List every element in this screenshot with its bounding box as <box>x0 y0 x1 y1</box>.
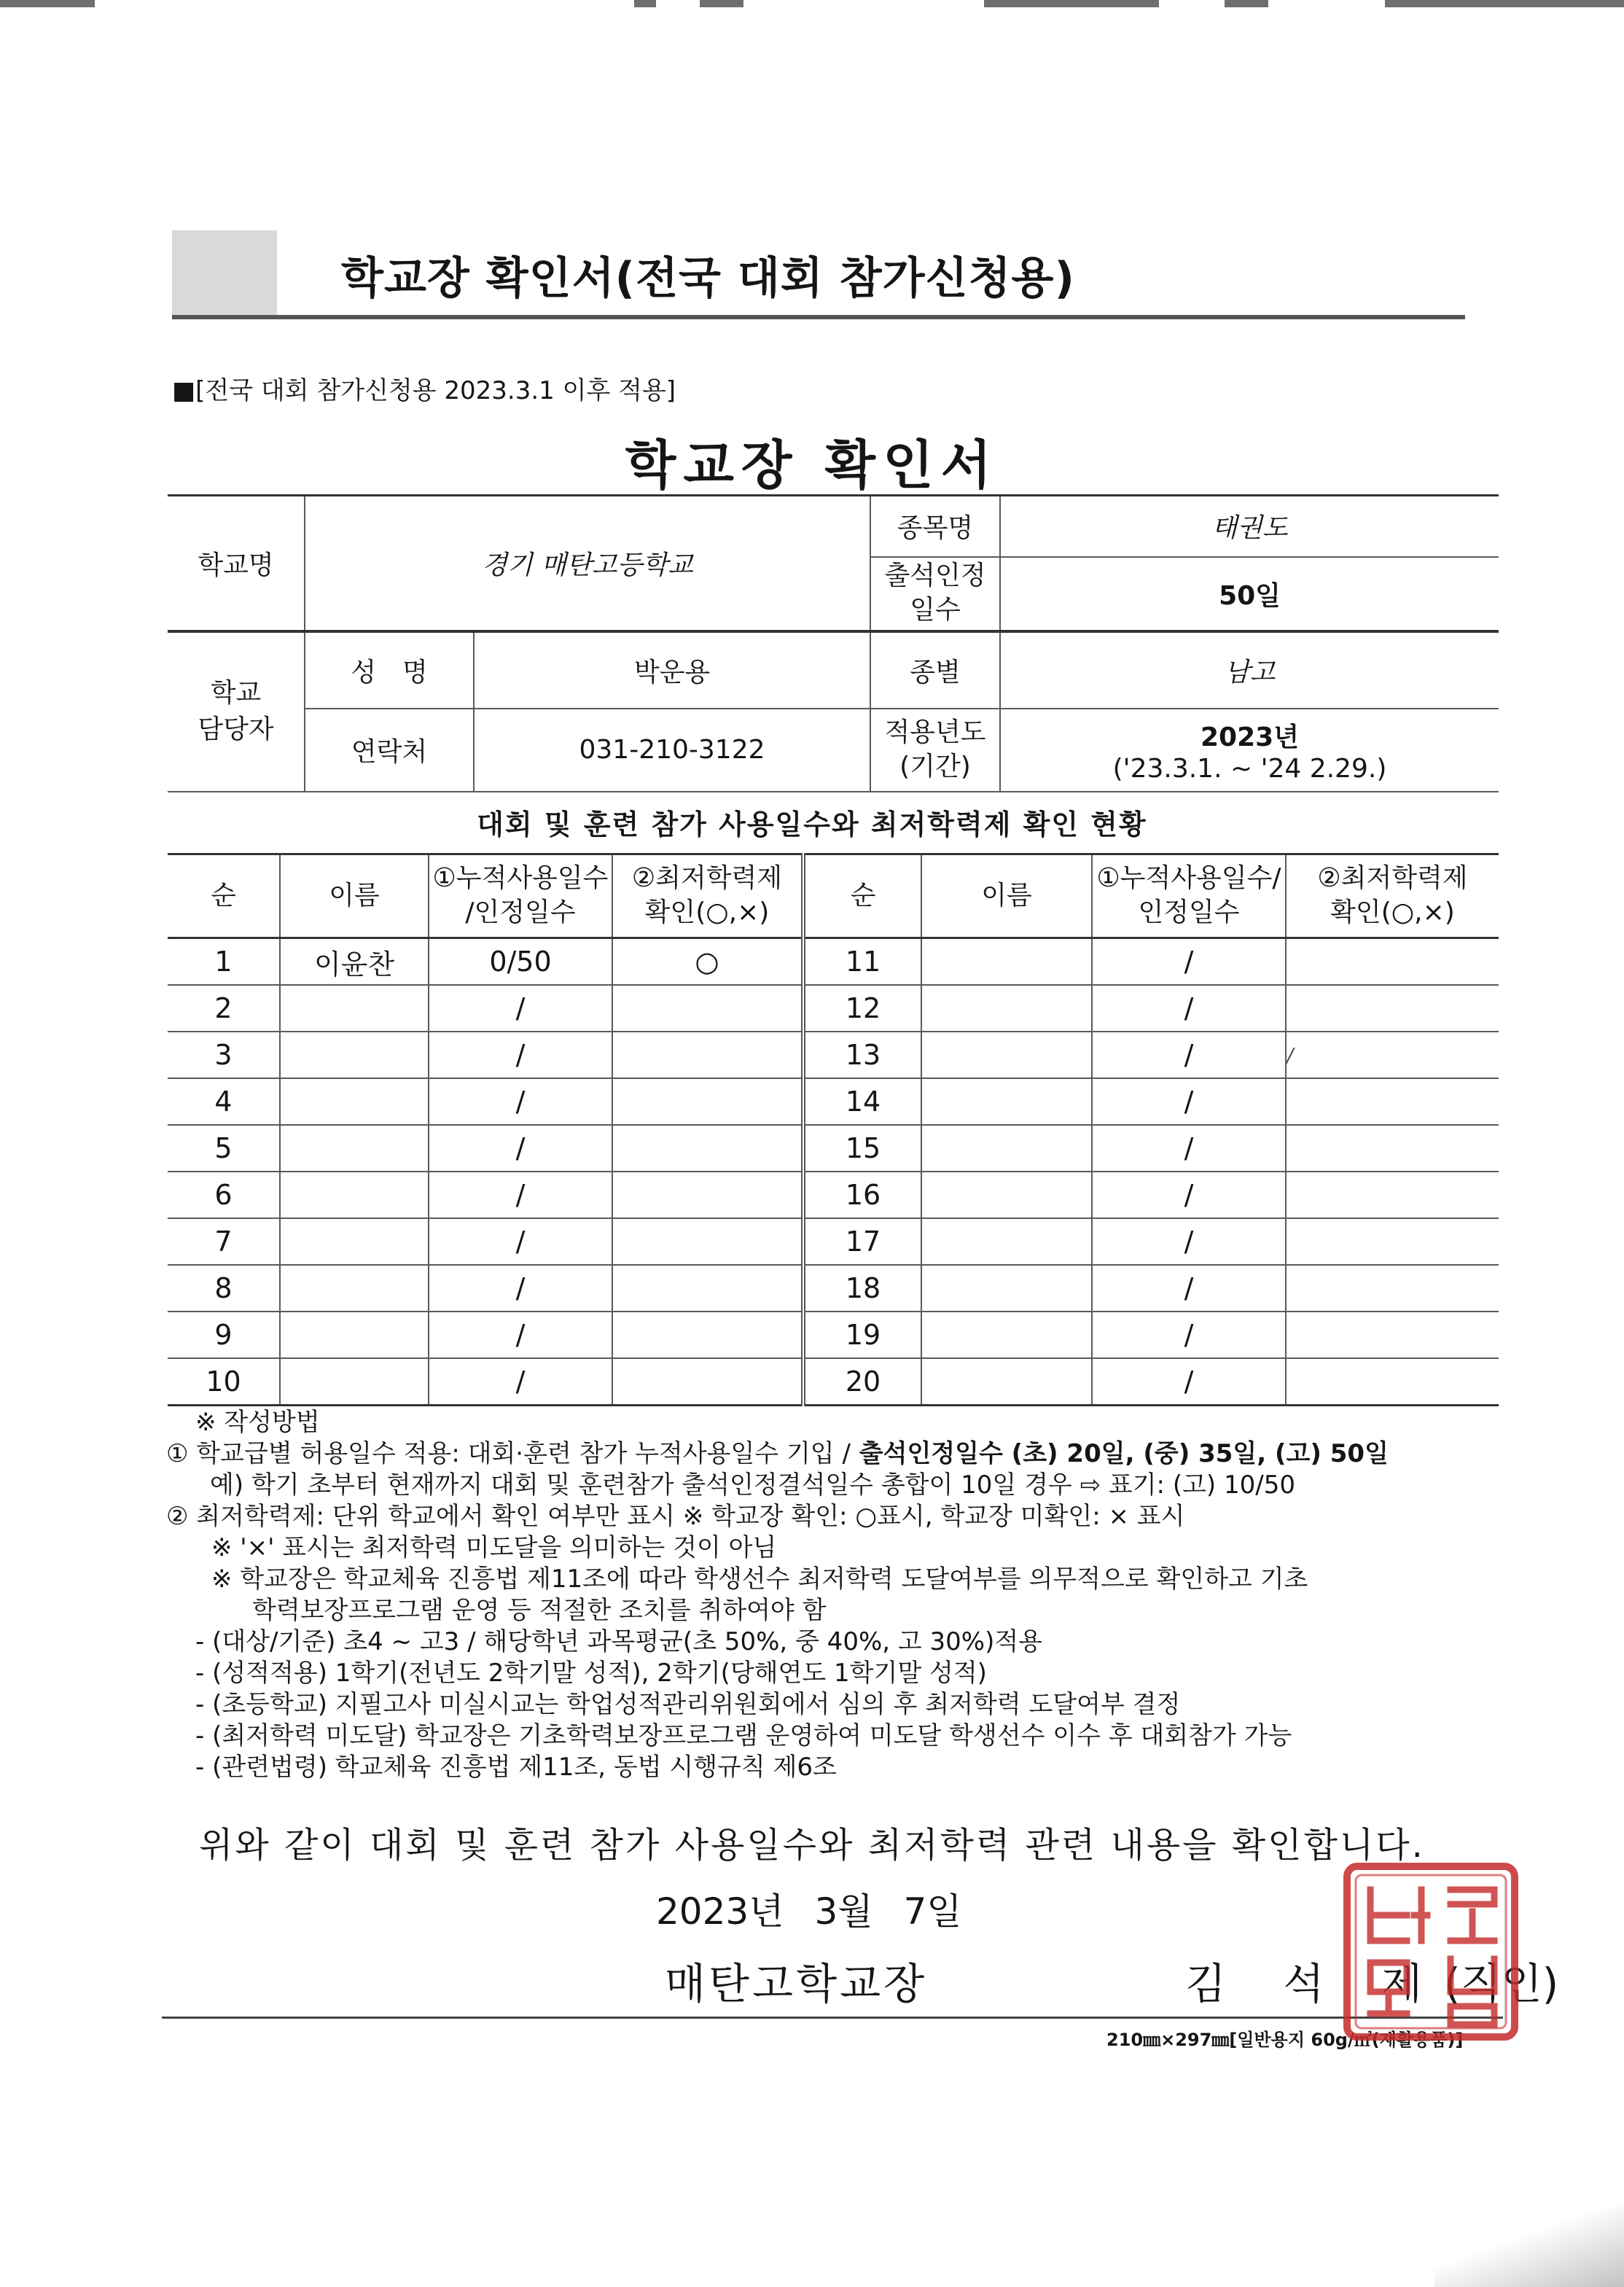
instruction-1-example: 예) 학기 초부터 현재까지 대회 및 훈련참가 출석인정결석일수 총합이 10일 경우 ⇨ 표기: (고) 10/50 <box>210 1470 1295 1500</box>
row-number: 7 <box>168 1218 280 1265</box>
row-number: 4 <box>168 1078 280 1125</box>
signature-school: 매탄고학교장 <box>665 1959 928 2009</box>
row-number: 5 <box>168 1125 280 1172</box>
days-used: / <box>1092 1358 1286 1406</box>
row-number: 1 <box>168 938 280 986</box>
instruction-1-bold: 출석인정일수 (초) 20일, (중) 35일, (고) 50일 <box>850 1439 1389 1468</box>
apply-year-period: ('23.3.1. ~ '24 2.29.) <box>1112 753 1387 784</box>
days-used: / <box>429 1218 612 1265</box>
row-number: 2 <box>168 985 280 1032</box>
apply-year-label: 적용년도 (기간) <box>870 709 1000 792</box>
min-grade-check <box>1286 1312 1499 1358</box>
athlete-name <box>921 938 1092 986</box>
confirmation-statement: 위와 같이 대회 및 훈련 참가 사용일수와 최저학력 관련 내용을 확인합니다. <box>199 1825 1425 1866</box>
category-value: 남고 <box>1000 631 1499 709</box>
document-title: 학교장 확인서 <box>625 435 999 496</box>
athlete-name <box>921 1032 1092 1078</box>
signature-date: 2023년 3월 7일 <box>656 1890 962 1933</box>
min-grade-check <box>1286 1265 1499 1312</box>
athlete-name <box>280 1032 429 1078</box>
athlete-name <box>280 1125 429 1172</box>
header-check: ②최저학력제 확인(○,×) <box>612 854 803 938</box>
athlete-name <box>280 1312 429 1358</box>
days-used: / <box>1092 938 1286 986</box>
school-name-label: 학교명 <box>168 496 305 631</box>
page-header-title: 학교장 확인서(전국 대회 참가신청용) <box>341 253 1075 304</box>
min-grade-check <box>1286 1078 1499 1125</box>
row-number: 20 <box>803 1358 921 1406</box>
days-used: / <box>429 1172 612 1218</box>
min-grade-check <box>1286 1125 1499 1172</box>
instruction-2: ② 최저학력제: 단위 학교에서 확인 여부만 표시 ※ 학교장 확인: ○표시, 학교장 미확인: × 표시 <box>166 1502 1185 1531</box>
athlete-roster-table <box>168 853 1499 1406</box>
paper-spec: 210㎜×297㎜[일반용지 60g/㎡(재활용품)] <box>1106 2030 1464 2050</box>
athlete-name <box>921 1125 1092 1172</box>
row-number: 11 <box>803 938 921 986</box>
athlete-name <box>280 1218 429 1265</box>
row-number: 15 <box>803 1125 921 1172</box>
days-used: / <box>1092 1078 1286 1125</box>
row-number: 3 <box>168 1032 280 1078</box>
row-number: 13 <box>803 1032 921 1078</box>
header-no-right: 순 <box>803 854 921 938</box>
days-used: / <box>1092 1312 1286 1358</box>
days-used: / <box>429 1078 612 1125</box>
table-row <box>168 1265 1499 1312</box>
category-label: 종별 <box>870 631 1000 709</box>
sport-label: 종목명 <box>870 496 1000 557</box>
header-name-right: 이름 <box>921 854 1092 938</box>
instruction-1-text: ① 학교급별 허용일수 적용: 대회·훈련 참가 누적사용일수 기입 / <box>166 1439 851 1468</box>
min-grade-check <box>612 1172 803 1218</box>
athlete-name <box>921 1078 1092 1125</box>
row-number: 19 <box>803 1312 921 1358</box>
row-number: 18 <box>803 1265 921 1312</box>
attendance-days-label: 출석인정 일수 <box>870 557 1000 631</box>
athlete-name <box>280 1358 429 1406</box>
person-name-label: 성 명 <box>305 631 474 709</box>
days-used: / <box>429 1358 612 1406</box>
table-row <box>168 1032 1499 1078</box>
row-number: 16 <box>803 1172 921 1218</box>
table-row <box>168 1078 1499 1125</box>
athlete-name <box>280 1078 429 1125</box>
instruction-2-principal-cont: 학력보장프로그램 운영 등 적절한 조치를 취하여야 함 <box>252 1596 827 1625</box>
athlete-name <box>280 985 429 1032</box>
row-number: 10 <box>168 1358 280 1406</box>
days-used: / <box>1092 1172 1286 1218</box>
table-row <box>168 1312 1499 1358</box>
phone-label: 연락처 <box>305 709 474 792</box>
row-number: 9 <box>168 1312 280 1358</box>
bullet-target: - (대상/기준) 초4 ~ 고3 / 해당학년 과목평균(초 50%, 중 40%, 고 30%)적용 <box>195 1627 1043 1656</box>
seal-suffix: (직인) <box>1443 1959 1559 2009</box>
table-row <box>168 1358 1499 1406</box>
athlete-name: 이윤찬 <box>280 938 429 986</box>
days-used: / <box>429 1312 612 1358</box>
table-row <box>168 1125 1499 1172</box>
principal-name: 김 석 제 <box>1185 1959 1444 2009</box>
header-check-right: ②최저학력제 확인(○,×) <box>1286 854 1499 938</box>
athlete-name <box>921 1265 1092 1312</box>
days-used: / <box>1092 1265 1286 1312</box>
row-number: 17 <box>803 1218 921 1265</box>
min-grade-check <box>1286 1358 1499 1406</box>
days-used: / <box>1092 1218 1286 1265</box>
days-used: / <box>429 1125 612 1172</box>
athlete-name <box>921 1218 1092 1265</box>
days-used: / <box>429 985 612 1032</box>
days-used: 0/50 <box>429 938 612 986</box>
table-row <box>168 1172 1499 1218</box>
min-grade-check <box>612 1218 803 1265</box>
instruction-2-note: ※ '×' 표시는 최저학력 미도달을 의미하는 것이 아님 <box>211 1533 777 1562</box>
min-grade-check <box>612 1078 803 1125</box>
min-grade-check: ○ <box>612 938 803 986</box>
attendance-days-value: 50일 <box>1000 557 1499 631</box>
days-used: / <box>1092 1125 1286 1172</box>
header-grey-box <box>172 230 277 319</box>
min-grade-check <box>1286 1218 1499 1265</box>
min-grade-check <box>1286 1172 1499 1218</box>
section-title: 대회 및 훈련 참가 사용일수와 최저학력제 확인 현황 <box>477 809 1147 841</box>
school-seal-stamp <box>1341 1861 1520 2043</box>
table-row <box>168 938 1499 986</box>
days-used: / <box>429 1032 612 1078</box>
school-name-value: 경기 매탄고등학교 <box>305 496 870 631</box>
row-number: 12 <box>803 985 921 1032</box>
min-grade-check <box>612 1032 803 1078</box>
min-grade-check <box>612 1312 803 1358</box>
instruction-2-principal: ※ 학교장은 학교체육 진흥법 제11조에 따라 학생선수 최저학력 도달여부를 의무적으로 확인하고 기초 <box>211 1565 1308 1594</box>
header-name: 이름 <box>280 854 429 938</box>
row-number: 14 <box>803 1078 921 1125</box>
person-name-value: 박운용 <box>474 631 870 709</box>
scan-shadow <box>1434 2207 1624 2287</box>
contact-person-label: 학교 담당자 <box>168 631 305 792</box>
athlete-name <box>921 1312 1092 1358</box>
bullet-below-minimum: - (최저학력 미도달) 학교장은 기초학력보장프로그램 운영하여 미도달 학생선수 이수 후 대회참가 가능 <box>195 1721 1292 1750</box>
phone-value: 031-210-3122 <box>474 709 870 792</box>
table-row <box>168 985 1499 1032</box>
min-grade-check <box>612 985 803 1032</box>
bullet-elementary: - (초등학교) 지필고사 미실시교는 학업성적관리위원회에서 심의 후 최저학력 도달여부 결정 <box>195 1690 1181 1719</box>
row-number: 6 <box>168 1172 280 1218</box>
min-grade-check: / <box>1286 1032 1499 1078</box>
athlete-name <box>921 985 1092 1032</box>
table-row <box>168 1218 1499 1265</box>
min-grade-check <box>612 1125 803 1172</box>
athlete-name <box>921 1172 1092 1218</box>
roster-header-row <box>168 854 1499 938</box>
bottom-rule <box>162 2017 1503 2019</box>
scan-edge <box>0 0 1624 10</box>
applicability-note: ■[전국 대회 참가신청용 2023.3.1 이후 적용] <box>172 376 676 405</box>
header-days-right: ①누적사용일수/ 인정일수 <box>1092 854 1286 938</box>
header-no: 순 <box>168 854 280 938</box>
bullet-grade: - (성적적용) 1학기(전년도 2학기말 성적), 2학기(당해연도 1학기말 성적) <box>195 1659 987 1688</box>
min-grade-check <box>612 1265 803 1312</box>
header-days: ①누적사용일수 /인정일수 <box>429 854 612 938</box>
row-number: 8 <box>168 1265 280 1312</box>
instructions <box>166 1407 1500 1783</box>
apply-year-cell <box>1000 709 1499 792</box>
athlete-name <box>280 1265 429 1312</box>
days-used: / <box>1092 1032 1286 1078</box>
athlete-name <box>280 1172 429 1218</box>
instruction-1 <box>166 1438 1500 1470</box>
school-info-table <box>168 494 1499 792</box>
athlete-name <box>921 1358 1092 1406</box>
header-rule <box>172 315 1465 319</box>
days-used: / <box>1092 985 1286 1032</box>
min-grade-check <box>1286 938 1499 986</box>
apply-year-value: 2023년 <box>1201 722 1299 752</box>
instructions-heading: ※ 작성방법 <box>195 1408 320 1437</box>
bullet-law: - (관련법령) 학교체육 진흥법 제11조, 동법 시행규칙 제6조 <box>195 1753 837 1782</box>
min-grade-check <box>612 1358 803 1406</box>
days-used: / <box>429 1265 612 1312</box>
sport-value: 태권도 <box>1000 496 1499 557</box>
min-grade-check <box>1286 985 1499 1032</box>
